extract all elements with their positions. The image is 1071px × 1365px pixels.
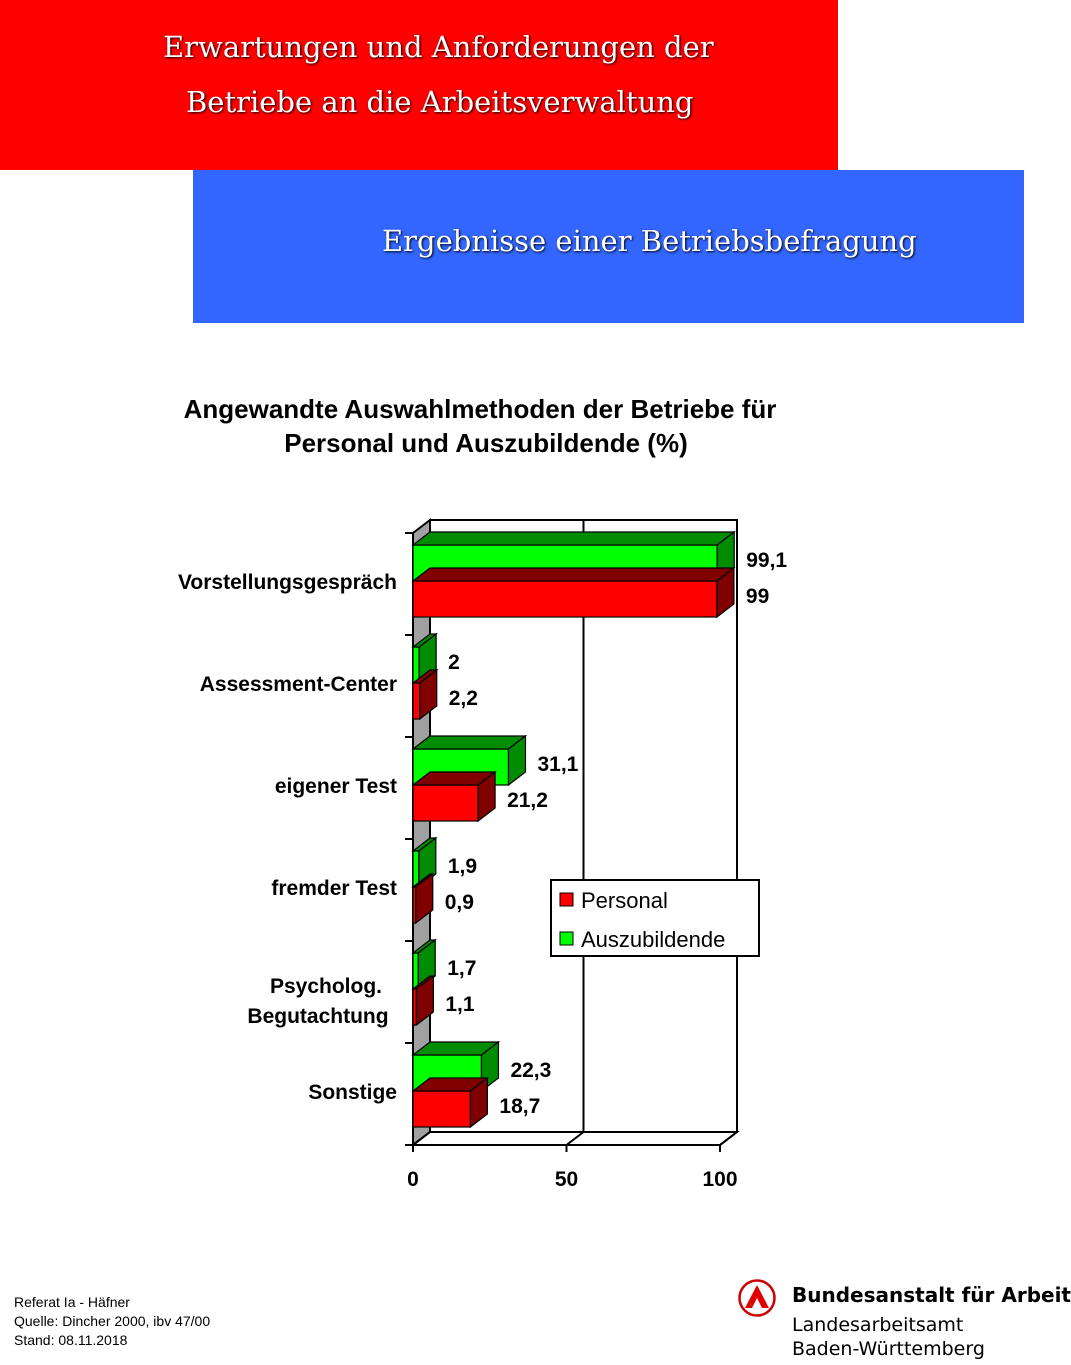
bar-top-personal-0 <box>413 568 734 581</box>
data-label-personal: 1,1 <box>445 993 475 1016</box>
legend-label-auszubildende: Auszubildende <box>581 927 726 952</box>
data-label-auszubildende: 1,9 <box>447 855 478 878</box>
data-label-auszubildende: 1,7 <box>447 957 477 980</box>
data-label-personal: 21,2 <box>507 789 548 812</box>
bar-personal-1 <box>413 683 420 719</box>
bar-auszubildende-1 <box>413 647 419 683</box>
category-label: Psycholog. <box>269 975 383 998</box>
category-label: eigener Test <box>274 775 397 798</box>
x-tick-label: 50 <box>554 1168 579 1191</box>
footer-date: Stand: 08.11.2018 <box>14 1332 128 1348</box>
bar-top-auszubildende-2 <box>413 736 525 749</box>
category-label: Sonstige <box>308 1081 397 1104</box>
x-tick-label: 100 <box>702 1168 738 1191</box>
bar-auszubildende-4 <box>413 953 418 989</box>
bar-personal-5 <box>413 1091 470 1127</box>
organization-sub2: Baden-Württemberg <box>792 1338 985 1360</box>
category-label: Begutachtung <box>247 1005 389 1028</box>
chart-title-line2: Personal und Auszubildende (%) <box>284 428 688 458</box>
category-label: Vorstellungsgespräch <box>177 571 397 594</box>
page-title-line1: Erwartungen und Anforderungen der <box>163 30 714 64</box>
category-label: Assessment-Center <box>199 673 397 696</box>
data-label-personal: 0,9 <box>444 891 474 914</box>
legend-swatch-personal <box>560 893 573 906</box>
data-label-personal: 99 <box>745 585 770 608</box>
ba-logo-icon <box>738 1279 776 1317</box>
page-subtitle: Ergebnisse einer Betriebsbefragung <box>382 224 917 258</box>
x-tick-label: 0 <box>407 1168 419 1191</box>
bar-auszubildende-3 <box>413 851 419 887</box>
data-label-auszubildende: 2 <box>448 651 460 674</box>
legend-swatch-auszubildende <box>560 932 573 945</box>
bar-personal-2 <box>413 785 478 821</box>
data-label-personal: 18,7 <box>499 1095 541 1118</box>
page-title-line2: Betriebe an die Arbeitsverwaltung <box>186 85 694 119</box>
footer-source: Quelle: Dincher 2000, ibv 47/00 <box>14 1313 211 1329</box>
category-label: fremder Test <box>271 877 397 900</box>
footer-referat: Referat Ia - Häfner <box>14 1294 130 1310</box>
organization-sub1: Landesarbeitsamt <box>792 1314 964 1336</box>
footer <box>14 1293 210 1350</box>
data-label-auszubildende: 99,1 <box>746 549 788 572</box>
data-label-auszubildende: 31,1 <box>537 753 579 776</box>
bar-personal-0 <box>413 581 717 617</box>
data-label-auszubildende: 22,3 <box>510 1059 552 1082</box>
bar-top-auszubildende-0 <box>413 532 734 545</box>
organization-name: Bundesanstalt für Arbeit <box>792 1283 1071 1307</box>
organization-block <box>792 1283 1071 1361</box>
legend-label-personal: Personal <box>581 888 668 913</box>
chart-title-line1: Angewandte Auswahlmethoden der Betriebe für <box>183 394 777 424</box>
data-label-personal: 2,2 <box>448 687 478 710</box>
